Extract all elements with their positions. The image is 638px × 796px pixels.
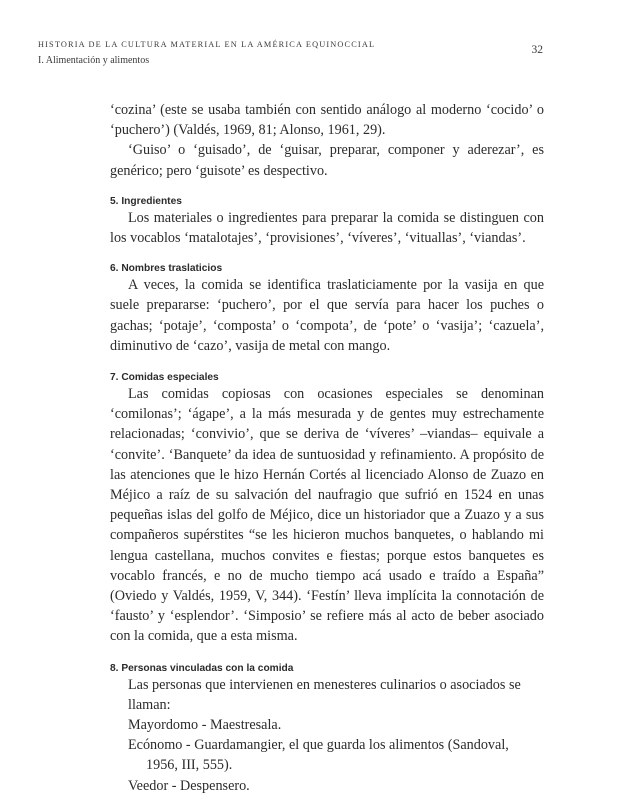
section-heading-comidas-especiales: 7. Comidas especiales: [110, 372, 219, 384]
section-heading-nombres-traslaticios: 6. Nombres traslaticios: [110, 263, 223, 275]
page-number: 32: [531, 44, 543, 56]
paragraph-comidas-especiales: Las comidas copiosas con ocasiones especiales se denominan ‘comilonas’; ‘ágape’, a la más mesurada y de gentes muy estrechamente relacionadas; ‘convivio’, que se deriva de ‘víveres’ –viandas– equivale a ‘convite’. ‘Banquete’ da idea de suntuosidad y refinamiento. A propósito de las atenciones que le hizo Hernán Cortés al licenciado Alonso de Zuazo en Méjico a raíz de su salvación del naufragio que sufrió en 1524 en unas pequeñas islas del golfo de Méjico, dice un historiador que a Zuazo y a sus compañeros supérstites “se les hicieron muchos banquetes, o hablando mi lengua castellana, muchos convites e fiestas; porque estos banquetes es vocablo francés, e no de mucho tiempo acá usado e traído a España” (Oviedo y Valdés, 1959, V, 344). ‘Festín’ lleva implícita la connotación de ‘fausto’ y ‘esplendor’. ‘Simposio’ se refiere más al acto de beber asociado con la comida, que a esta misma.: [110, 386, 544, 645]
paragraph-personas-intro: Las personas que intervienen en menesteres culinarios o asociados se llaman:: [128, 676, 521, 713]
running-head: HISTORIA DE LA CULTURA MATERIAL EN LA AMÉRICA EQUINOCCIAL: [38, 40, 376, 49]
section-heading-personas: 8. Personas vinculadas con la comida: [110, 662, 294, 674]
list-item: Veedor - Despensero.: [128, 777, 250, 794]
section-heading-ingredientes: 5. Ingredientes: [110, 195, 182, 207]
personas-list: [110, 675, 544, 796]
paragraph-intro-2: ‘Guiso’ o ‘guisado’, de ‘guisar, preparar, componer y aderezar’, es genérico; pero ‘guisote’ es despectivo.: [110, 142, 544, 179]
list-item: Ecónomo - Guardamangier, el que guarda los alimentos (Sandoval, 1956, III, 555).: [128, 737, 509, 774]
paragraph-intro-1: ‘cozina’ (este se usaba también con sentido análogo al moderno ‘cocido’ o ‘puchero’) (Valdés, 1969, 81; Alonso, 1961, 29).: [110, 102, 544, 139]
page-body: [110, 100, 544, 796]
paragraph-nombres-traslaticios: A veces, la comida se identifica traslaticiamente por la vasija en que suele prepararse: ‘puchero’, por el que servía para hacer los puches o gachas; ‘potaje’, ‘composta’ o ‘compota’, de ‘pote’ o ‘vasija’; ‘cazuela’, diminutivo de ‘cazo’, vasija de metal con mango.: [110, 277, 544, 354]
running-section: I. Alimentación y alimentos: [38, 55, 150, 66]
paragraph-ingredientes: Los materiales o ingredientes para preparar la comida se distinguen con los vocablos ‘matalotajes’, ‘provisiones’, ‘víveres’, ‘vituallas’, ‘viandas’.: [110, 209, 544, 247]
list-item: Mayordomo - Maestresala.: [128, 717, 282, 734]
